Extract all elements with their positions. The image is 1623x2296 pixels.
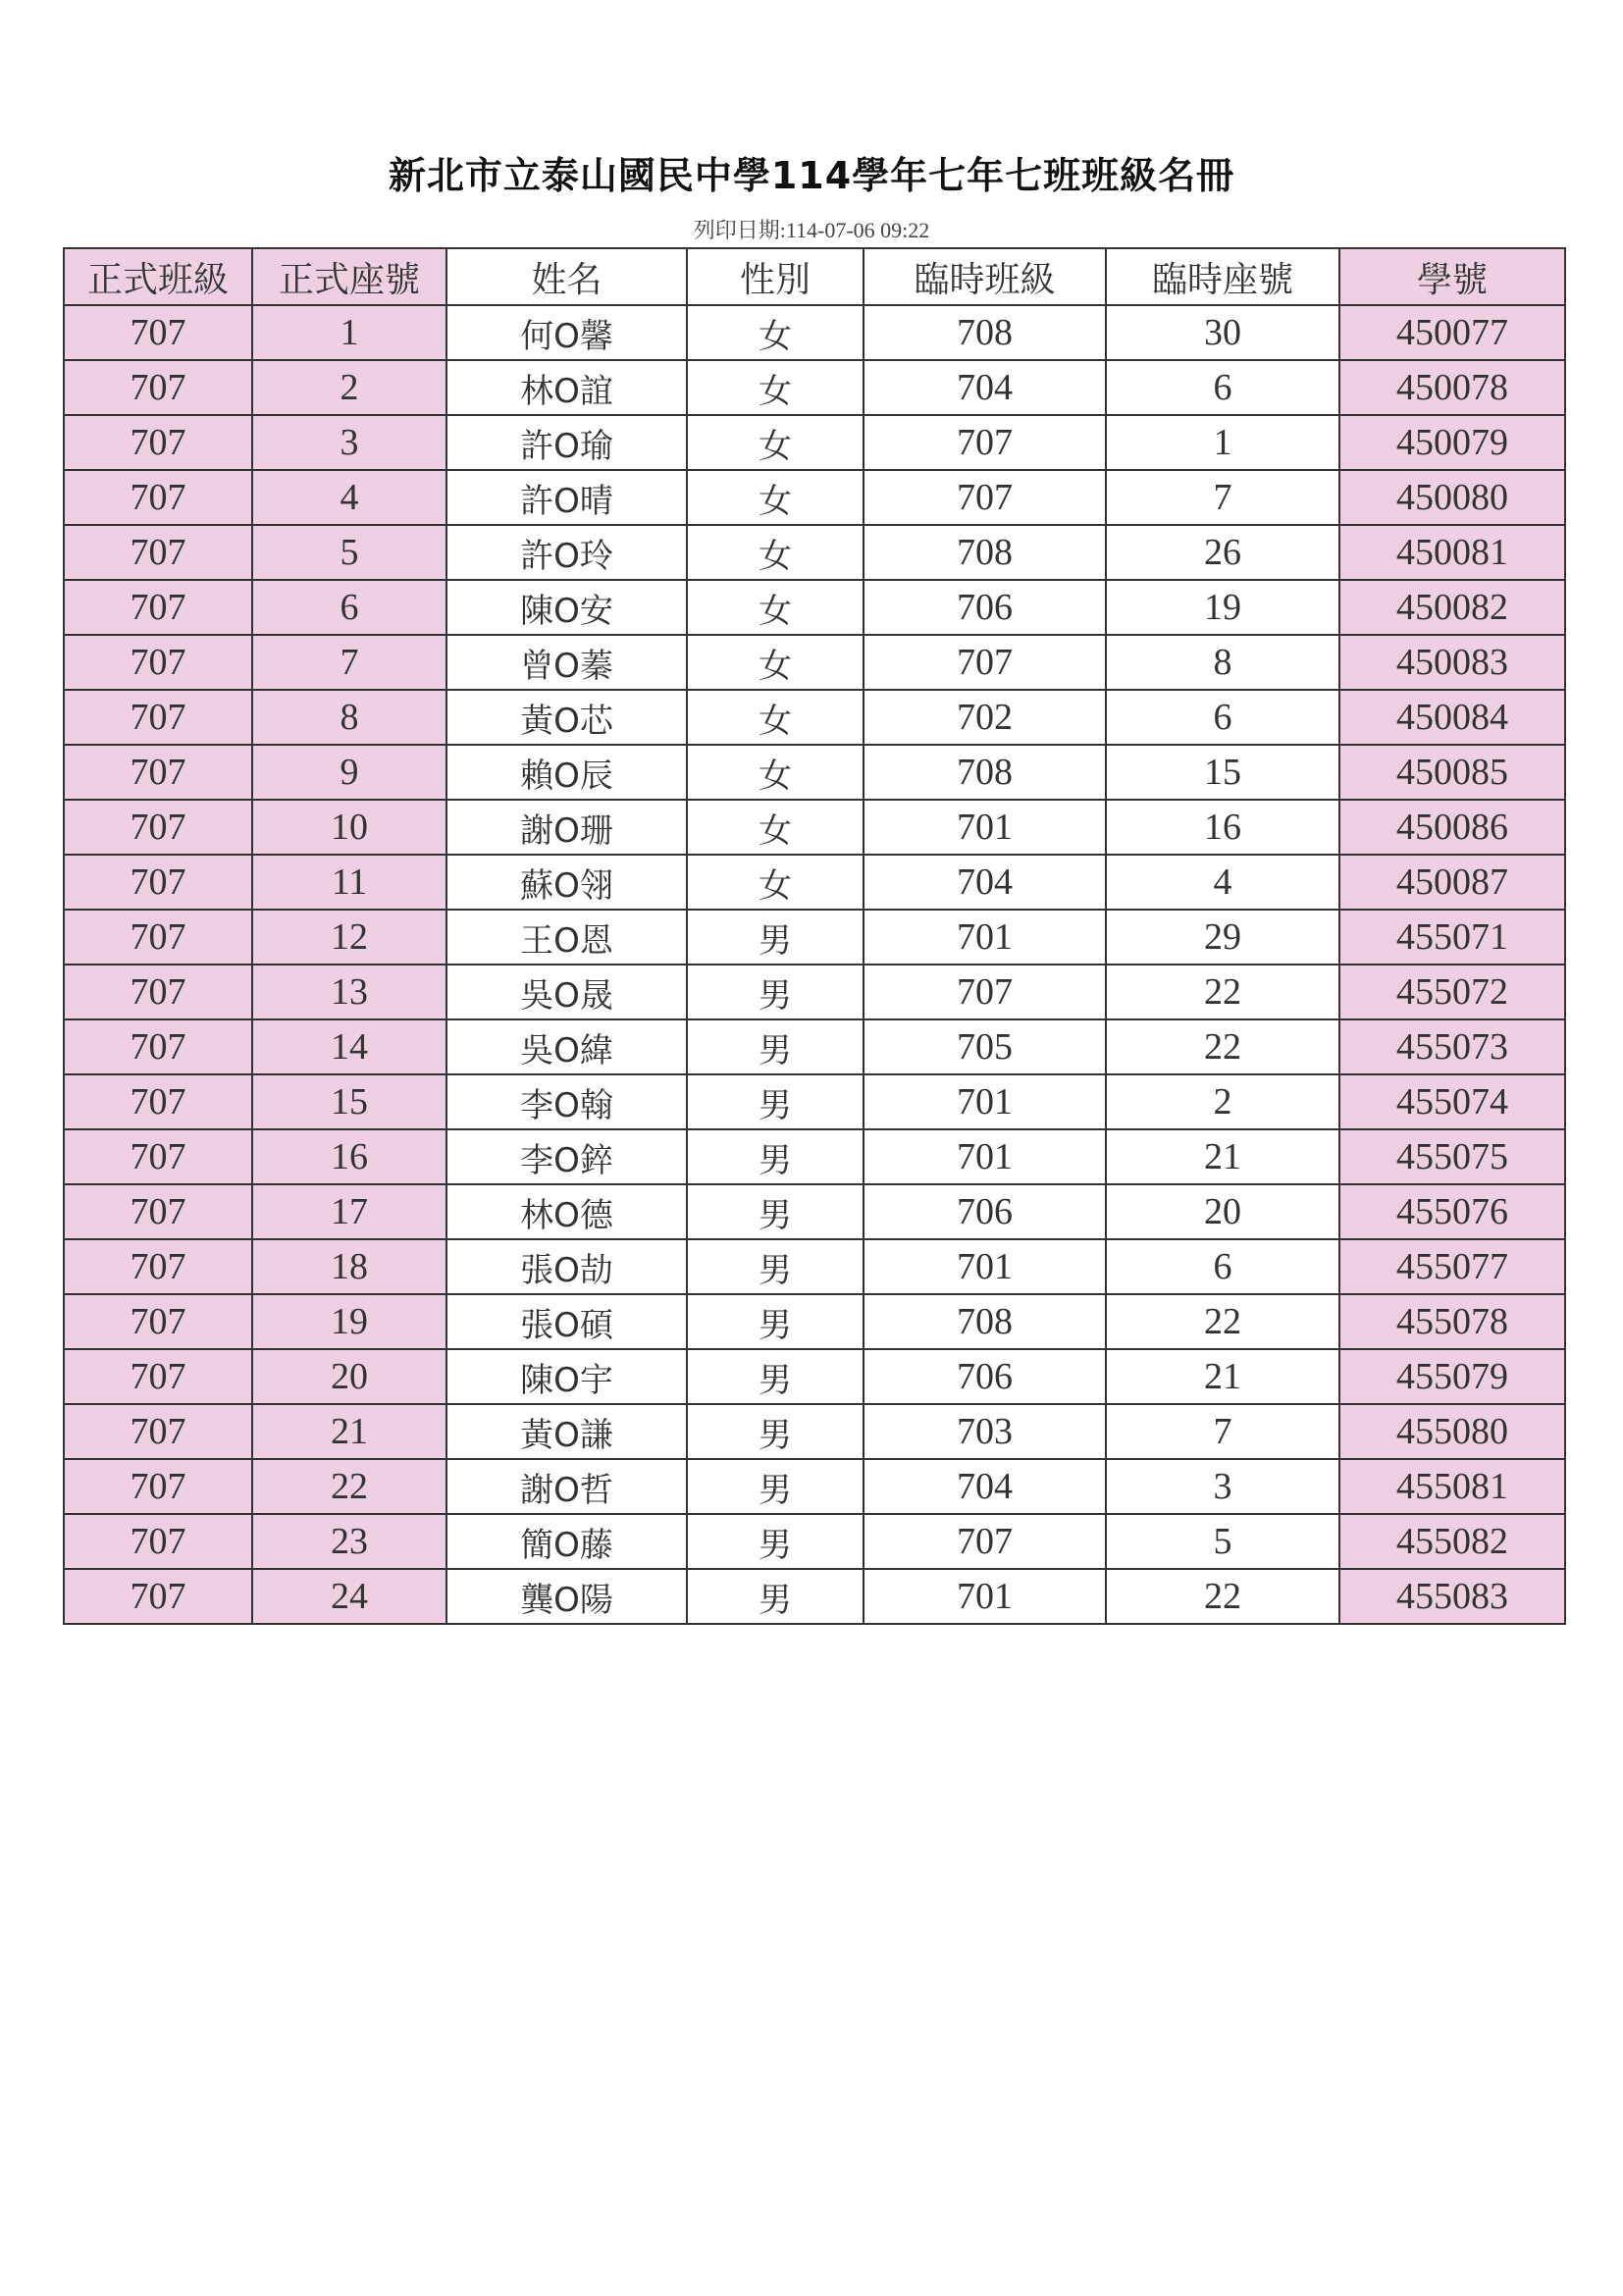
cell-official-seat: 4 bbox=[252, 470, 446, 525]
cell-student-name: 張O劼 bbox=[446, 1239, 687, 1294]
cell-student-id: 455071 bbox=[1339, 910, 1565, 965]
cell-gender: 男 bbox=[687, 1184, 864, 1239]
cell-student-id: 450085 bbox=[1339, 745, 1565, 800]
table-row bbox=[64, 635, 1565, 690]
cell-temp-seat: 22 bbox=[1106, 1569, 1339, 1624]
cell-temp-class: 707 bbox=[864, 965, 1106, 1019]
header-temp-class: 臨時班級 bbox=[864, 248, 1106, 305]
cell-temp-class: 706 bbox=[864, 1184, 1106, 1239]
cell-official-seat: 9 bbox=[252, 745, 446, 800]
cell-student-name: 曾O蓁 bbox=[446, 635, 687, 690]
cell-official-seat: 20 bbox=[252, 1349, 446, 1404]
cell-temp-class: 701 bbox=[864, 1569, 1106, 1624]
cell-official-seat: 2 bbox=[252, 360, 446, 415]
cell-student-name: 龔O陽 bbox=[446, 1569, 687, 1624]
cell-student-name: 簡O藤 bbox=[446, 1514, 687, 1569]
cell-temp-seat: 22 bbox=[1106, 1294, 1339, 1349]
cell-student-id: 450086 bbox=[1339, 800, 1565, 855]
cell-official-class: 707 bbox=[64, 690, 252, 745]
cell-gender: 女 bbox=[687, 745, 864, 800]
cell-official-seat: 17 bbox=[252, 1184, 446, 1239]
cell-gender: 女 bbox=[687, 800, 864, 855]
cell-student-name: 許O晴 bbox=[446, 470, 687, 525]
cell-official-class: 707 bbox=[64, 745, 252, 800]
print-date: 列印日期:114-07-06 09:22 bbox=[693, 218, 930, 242]
cell-gender: 男 bbox=[687, 1459, 864, 1514]
cell-student-id: 450078 bbox=[1339, 360, 1565, 415]
cell-temp-seat: 19 bbox=[1106, 580, 1339, 635]
cell-temp-class: 704 bbox=[864, 1459, 1106, 1514]
cell-official-class: 707 bbox=[64, 580, 252, 635]
cell-student-id: 450077 bbox=[1339, 305, 1565, 360]
cell-gender: 女 bbox=[687, 360, 864, 415]
cell-official-seat: 24 bbox=[252, 1569, 446, 1624]
table-row bbox=[64, 525, 1565, 580]
table-row bbox=[64, 1514, 1565, 1569]
class-roster-table bbox=[63, 247, 1566, 1625]
cell-temp-seat: 7 bbox=[1106, 470, 1339, 525]
cell-student-name: 蘇O翎 bbox=[446, 855, 687, 910]
table-row bbox=[64, 305, 1565, 360]
cell-student-id: 455073 bbox=[1339, 1019, 1565, 1074]
cell-gender: 女 bbox=[687, 305, 864, 360]
cell-student-name: 謝O哲 bbox=[446, 1459, 687, 1514]
cell-student-id: 455077 bbox=[1339, 1239, 1565, 1294]
header-row bbox=[64, 248, 1565, 305]
cell-student-id: 455074 bbox=[1339, 1074, 1565, 1129]
cell-student-id: 450082 bbox=[1339, 580, 1565, 635]
cell-official-class: 707 bbox=[64, 635, 252, 690]
cell-gender: 男 bbox=[687, 1074, 864, 1129]
cell-official-seat: 11 bbox=[252, 855, 446, 910]
cell-official-class: 707 bbox=[64, 1184, 252, 1239]
cell-temp-class: 705 bbox=[864, 1019, 1106, 1074]
table-row bbox=[64, 415, 1565, 470]
cell-official-seat: 15 bbox=[252, 1074, 446, 1129]
table-row bbox=[64, 360, 1565, 415]
cell-official-class: 707 bbox=[64, 1019, 252, 1074]
table-row bbox=[64, 1294, 1565, 1349]
cell-student-id: 455075 bbox=[1339, 1129, 1565, 1184]
cell-temp-class: 701 bbox=[864, 1129, 1106, 1184]
cell-student-name: 陳O宇 bbox=[446, 1349, 687, 1404]
cell-temp-class: 707 bbox=[864, 415, 1106, 470]
cell-official-seat: 12 bbox=[252, 910, 446, 965]
cell-temp-class: 707 bbox=[864, 470, 1106, 525]
document-title: 新北市立泰山國民中學114學年七年七班班級名冊 bbox=[388, 154, 1235, 197]
cell-official-seat: 22 bbox=[252, 1459, 446, 1514]
cell-student-name: 李O翰 bbox=[446, 1074, 687, 1129]
cell-temp-seat: 20 bbox=[1106, 1184, 1339, 1239]
cell-student-name: 許O玲 bbox=[446, 525, 687, 580]
cell-temp-seat: 16 bbox=[1106, 800, 1339, 855]
cell-official-class: 707 bbox=[64, 1074, 252, 1129]
cell-official-class: 707 bbox=[64, 360, 252, 415]
cell-gender: 男 bbox=[687, 965, 864, 1019]
cell-student-id: 450080 bbox=[1339, 470, 1565, 525]
cell-temp-seat: 29 bbox=[1106, 910, 1339, 965]
cell-official-class: 707 bbox=[64, 965, 252, 1019]
table-row bbox=[64, 1184, 1565, 1239]
table-row bbox=[64, 1019, 1565, 1074]
cell-student-name: 許O瑜 bbox=[446, 415, 687, 470]
cell-temp-class: 702 bbox=[864, 690, 1106, 745]
cell-temp-class: 706 bbox=[864, 580, 1106, 635]
cell-student-name: 黃O謙 bbox=[446, 1404, 687, 1459]
table-row bbox=[64, 690, 1565, 745]
cell-temp-class: 703 bbox=[864, 1404, 1106, 1459]
cell-temp-seat: 2 bbox=[1106, 1074, 1339, 1129]
cell-official-class: 707 bbox=[64, 1404, 252, 1459]
cell-official-class: 707 bbox=[64, 1349, 252, 1404]
cell-gender: 女 bbox=[687, 635, 864, 690]
cell-student-name: 陳O安 bbox=[446, 580, 687, 635]
table-row bbox=[64, 965, 1565, 1019]
cell-student-id: 450081 bbox=[1339, 525, 1565, 580]
header-official-seat: 正式座號 bbox=[252, 248, 446, 305]
cell-official-seat: 6 bbox=[252, 580, 446, 635]
cell-official-class: 707 bbox=[64, 1569, 252, 1624]
cell-temp-seat: 6 bbox=[1106, 690, 1339, 745]
cell-gender: 女 bbox=[687, 525, 864, 580]
cell-student-id: 455080 bbox=[1339, 1404, 1565, 1459]
cell-temp-class: 706 bbox=[864, 1349, 1106, 1404]
cell-temp-seat: 1 bbox=[1106, 415, 1339, 470]
cell-official-class: 707 bbox=[64, 1129, 252, 1184]
roster-body bbox=[64, 305, 1565, 1624]
cell-student-name: 吳O緯 bbox=[446, 1019, 687, 1074]
cell-temp-seat: 3 bbox=[1106, 1459, 1339, 1514]
cell-student-name: 王O恩 bbox=[446, 910, 687, 965]
cell-student-id: 455081 bbox=[1339, 1459, 1565, 1514]
cell-official-class: 707 bbox=[64, 1459, 252, 1514]
cell-official-seat: 3 bbox=[252, 415, 446, 470]
cell-official-seat: 13 bbox=[252, 965, 446, 1019]
cell-temp-seat: 30 bbox=[1106, 305, 1339, 360]
cell-official-seat: 10 bbox=[252, 800, 446, 855]
cell-gender: 男 bbox=[687, 1349, 864, 1404]
table-row bbox=[64, 1404, 1565, 1459]
cell-official-class: 707 bbox=[64, 305, 252, 360]
cell-gender: 女 bbox=[687, 855, 864, 910]
cell-official-seat: 14 bbox=[252, 1019, 446, 1074]
cell-temp-class: 708 bbox=[864, 1294, 1106, 1349]
cell-student-id: 455076 bbox=[1339, 1184, 1565, 1239]
table-row bbox=[64, 470, 1565, 525]
cell-official-seat: 23 bbox=[252, 1514, 446, 1569]
cell-official-seat: 8 bbox=[252, 690, 446, 745]
cell-temp-class: 708 bbox=[864, 305, 1106, 360]
table-row bbox=[64, 855, 1565, 910]
cell-temp-seat: 4 bbox=[1106, 855, 1339, 910]
cell-student-id: 450087 bbox=[1339, 855, 1565, 910]
cell-student-name: 林O德 bbox=[446, 1184, 687, 1239]
cell-temp-seat: 26 bbox=[1106, 525, 1339, 580]
cell-official-seat: 7 bbox=[252, 635, 446, 690]
cell-gender: 男 bbox=[687, 910, 864, 965]
cell-gender: 男 bbox=[687, 1019, 864, 1074]
cell-temp-seat: 6 bbox=[1106, 360, 1339, 415]
cell-student-name: 李O錊 bbox=[446, 1129, 687, 1184]
cell-temp-seat: 22 bbox=[1106, 1019, 1339, 1074]
table-row bbox=[64, 1349, 1565, 1404]
cell-temp-seat: 7 bbox=[1106, 1404, 1339, 1459]
cell-temp-seat: 21 bbox=[1106, 1129, 1339, 1184]
header-name: 姓名 bbox=[446, 248, 687, 305]
cell-student-id: 455083 bbox=[1339, 1569, 1565, 1624]
cell-student-name: 張O碩 bbox=[446, 1294, 687, 1349]
cell-student-name: 林O誼 bbox=[446, 360, 687, 415]
cell-student-name: 吳O晟 bbox=[446, 965, 687, 1019]
cell-gender: 女 bbox=[687, 580, 864, 635]
cell-temp-class: 708 bbox=[864, 745, 1106, 800]
cell-student-id: 455078 bbox=[1339, 1294, 1565, 1349]
cell-student-name: 謝O珊 bbox=[446, 800, 687, 855]
cell-student-name: 賴O辰 bbox=[446, 745, 687, 800]
cell-gender: 男 bbox=[687, 1569, 864, 1624]
cell-student-name: 何O馨 bbox=[446, 305, 687, 360]
cell-temp-seat: 15 bbox=[1106, 745, 1339, 800]
cell-temp-class: 704 bbox=[864, 360, 1106, 415]
cell-temp-seat: 22 bbox=[1106, 965, 1339, 1019]
table-row bbox=[64, 1459, 1565, 1514]
cell-temp-class: 701 bbox=[864, 1074, 1106, 1129]
cell-temp-class: 707 bbox=[864, 1514, 1106, 1569]
cell-official-class: 707 bbox=[64, 855, 252, 910]
table-row bbox=[64, 1239, 1565, 1294]
table-row bbox=[64, 1129, 1565, 1184]
table-row bbox=[64, 1074, 1565, 1129]
cell-official-class: 707 bbox=[64, 470, 252, 525]
cell-temp-class: 701 bbox=[864, 1239, 1106, 1294]
cell-gender: 男 bbox=[687, 1404, 864, 1459]
cell-gender: 男 bbox=[687, 1514, 864, 1569]
table-row bbox=[64, 800, 1565, 855]
table-row bbox=[64, 580, 1565, 635]
cell-gender: 男 bbox=[687, 1129, 864, 1184]
cell-student-id: 455072 bbox=[1339, 965, 1565, 1019]
cell-gender: 女 bbox=[687, 470, 864, 525]
header-official-class: 正式班級 bbox=[64, 248, 252, 305]
cell-official-class: 707 bbox=[64, 1514, 252, 1569]
cell-temp-class: 701 bbox=[864, 800, 1106, 855]
cell-official-class: 707 bbox=[64, 910, 252, 965]
table-row bbox=[64, 745, 1565, 800]
cell-official-seat: 1 bbox=[252, 305, 446, 360]
cell-temp-class: 708 bbox=[864, 525, 1106, 580]
cell-student-id: 450079 bbox=[1339, 415, 1565, 470]
cell-official-seat: 18 bbox=[252, 1239, 446, 1294]
cell-official-class: 707 bbox=[64, 525, 252, 580]
header-student-id: 學號 bbox=[1339, 248, 1565, 305]
cell-temp-class: 701 bbox=[864, 910, 1106, 965]
cell-student-name: 黃O芯 bbox=[446, 690, 687, 745]
cell-gender: 女 bbox=[687, 690, 864, 745]
header-temp-seat: 臨時座號 bbox=[1106, 248, 1339, 305]
cell-student-id: 450083 bbox=[1339, 635, 1565, 690]
cell-official-class: 707 bbox=[64, 800, 252, 855]
cell-gender: 男 bbox=[687, 1294, 864, 1349]
cell-temp-class: 707 bbox=[864, 635, 1106, 690]
table-row bbox=[64, 1569, 1565, 1624]
cell-official-class: 707 bbox=[64, 1294, 252, 1349]
cell-gender: 女 bbox=[687, 415, 864, 470]
cell-temp-seat: 5 bbox=[1106, 1514, 1339, 1569]
cell-student-id: 455082 bbox=[1339, 1514, 1565, 1569]
cell-temp-class: 704 bbox=[864, 855, 1106, 910]
cell-temp-seat: 6 bbox=[1106, 1239, 1339, 1294]
cell-gender: 男 bbox=[687, 1239, 864, 1294]
cell-official-seat: 5 bbox=[252, 525, 446, 580]
cell-student-id: 455079 bbox=[1339, 1349, 1565, 1404]
cell-temp-seat: 21 bbox=[1106, 1349, 1339, 1404]
cell-official-class: 707 bbox=[64, 415, 252, 470]
cell-official-seat: 19 bbox=[252, 1294, 446, 1349]
cell-temp-seat: 8 bbox=[1106, 635, 1339, 690]
cell-official-seat: 21 bbox=[252, 1404, 446, 1459]
table-row bbox=[64, 910, 1565, 965]
cell-official-seat: 16 bbox=[252, 1129, 446, 1184]
cell-student-id: 450084 bbox=[1339, 690, 1565, 745]
header-gender: 性別 bbox=[687, 248, 864, 305]
cell-official-class: 707 bbox=[64, 1239, 252, 1294]
